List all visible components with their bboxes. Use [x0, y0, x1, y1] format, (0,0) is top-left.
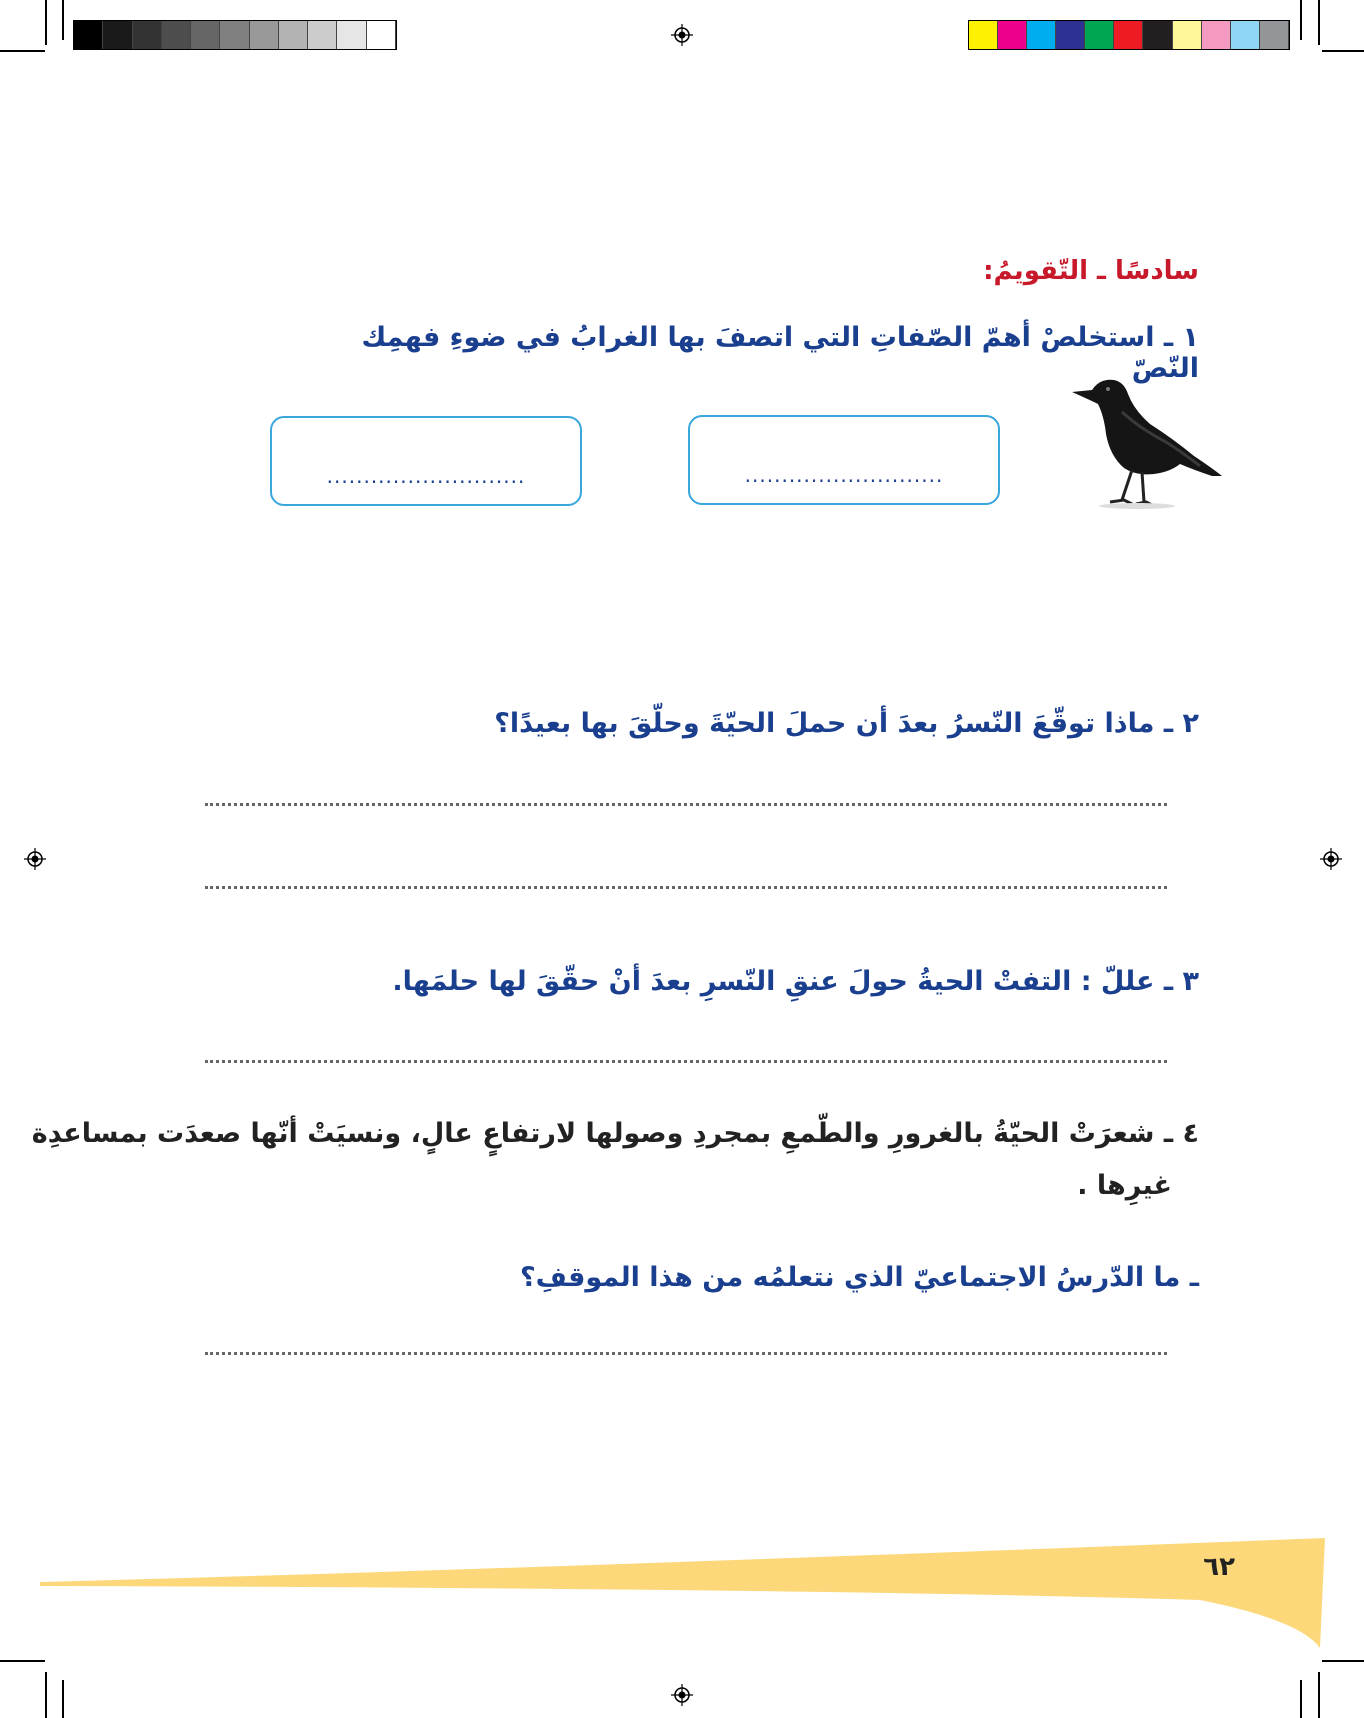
answer-line[interactable]	[205, 1352, 1167, 1355]
answer-box-2[interactable]	[270, 416, 582, 506]
calibration-swatch	[969, 21, 998, 49]
answer-placeholder: ...........................	[744, 463, 944, 487]
calibration-swatch	[1143, 21, 1172, 49]
answer-line[interactable]	[205, 1060, 1167, 1063]
color-calibration-bar	[968, 20, 1290, 50]
calibration-swatch	[1202, 21, 1231, 49]
registration-mark-icon	[1320, 848, 1342, 870]
registration-mark-icon	[24, 848, 46, 870]
calibration-swatch	[1085, 21, 1114, 49]
calibration-swatch	[1231, 21, 1260, 49]
calibration-swatch	[998, 21, 1027, 49]
grayscale-calibration-bar	[73, 20, 397, 50]
question-2: ٢ ـ ماذا توقّعَ النّسرُ بعدَ أن حملَ الحيّةَ وحلّقَ بها بعيدًا؟	[494, 708, 1199, 739]
answer-line[interactable]	[205, 886, 1167, 889]
calibration-swatch	[133, 21, 162, 49]
calibration-swatch	[1173, 21, 1202, 49]
calibration-swatch	[74, 21, 103, 49]
registration-mark-icon	[671, 1684, 693, 1706]
crow-icon	[1062, 372, 1224, 512]
calibration-swatch	[250, 21, 279, 49]
answer-placeholder: ...........................	[326, 464, 526, 488]
calibration-swatch	[162, 21, 191, 49]
calibration-swatch	[1260, 21, 1289, 49]
calibration-swatch	[1027, 21, 1056, 49]
section-heading: سادسًا ـ التّقويمُ:	[983, 256, 1199, 286]
question-4-line-1: ٤ ـ شعرَتْ الحيّةُ بالغرورِ والطّمعِ بمجردِ وصولها لارتفاعٍ عالٍ، ونسيَتْ أنّها صعدَت بمساعدِة	[31, 1118, 1199, 1149]
calibration-swatch	[191, 21, 220, 49]
footer-band	[0, 1530, 1364, 1655]
page-number: ٦٢	[1203, 1552, 1235, 1582]
calibration-swatch	[337, 21, 366, 49]
calibration-swatch	[279, 21, 308, 49]
answer-box-1[interactable]	[688, 415, 1000, 505]
calibration-swatch	[220, 21, 249, 49]
registration-mark-icon	[671, 24, 693, 46]
calibration-swatch	[1114, 21, 1143, 49]
question-3: ٣ ـ عللّ : التفتْ الحيةُ حولَ عنقِ النّسرِ بعدَ أنْ حقّقَ لها حلمَها.	[392, 966, 1199, 997]
answer-line[interactable]	[205, 803, 1167, 806]
question-4-subquestion: ـ ما الدّرسُ الاجتماعيّ الذي نتعلمُه من هذا الموقفِ؟	[519, 1262, 1199, 1293]
question-1: ١ ـ استخلصْ أهمّ الصّفاتِ التي اتصفَ بها الغرابُ في ضوءِ فهمِك النّصّ	[361, 322, 1199, 384]
calibration-swatch	[1056, 21, 1085, 49]
calibration-swatch	[103, 21, 132, 49]
calibration-swatch	[367, 21, 396, 49]
calibration-swatch	[308, 21, 337, 49]
question-4-line-2: غيرِها .	[1077, 1170, 1172, 1201]
